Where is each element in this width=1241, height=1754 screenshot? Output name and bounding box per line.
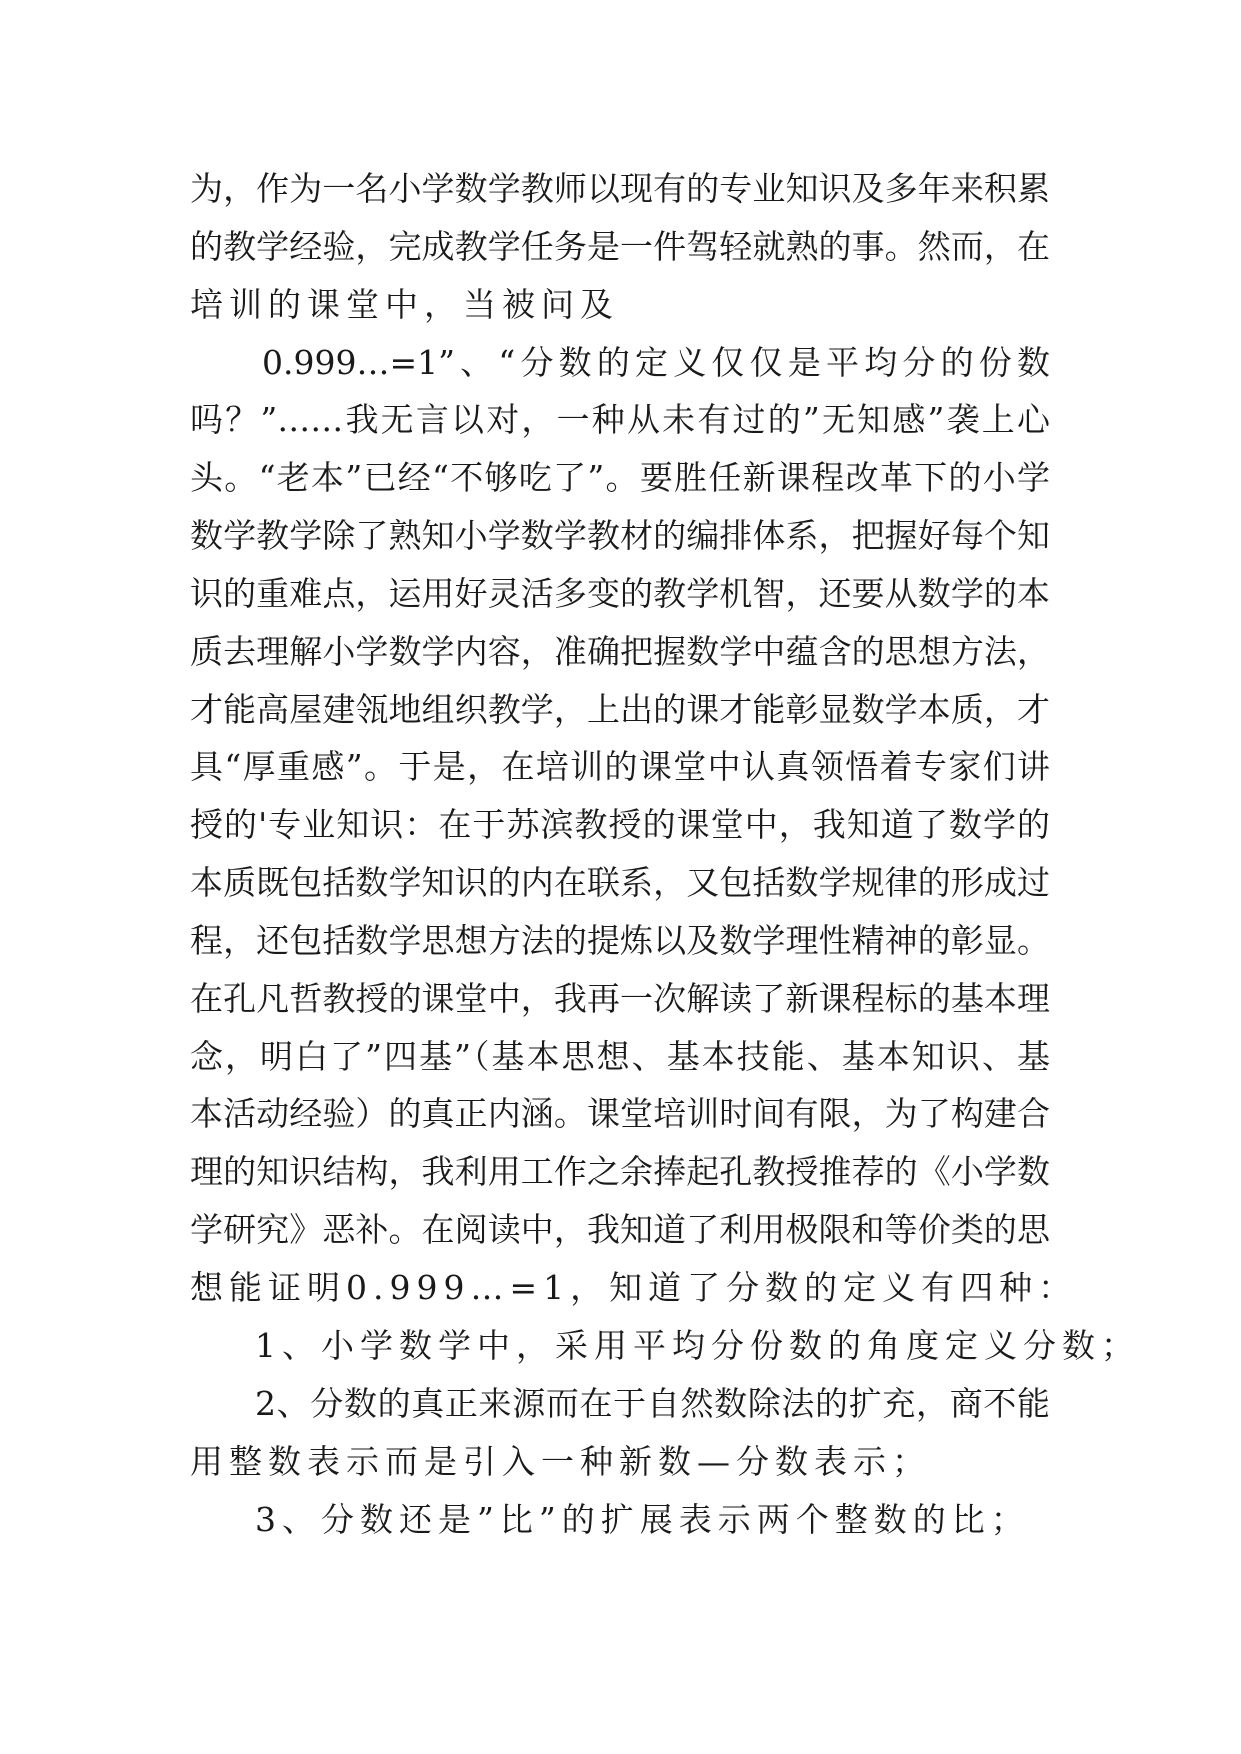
- text-line-1: 为，作为一名小学数学教师以现有的专业知识及多年来积累: [190, 169, 1050, 208]
- list-item-3: 3、分数还是”比”的扩展表示两个整数的比；: [255, 1500, 1030, 1539]
- text-line-17: 本活动经验）的真正内涵。课堂培训时间有限，为了构建合: [190, 1094, 1050, 1133]
- text-line-4: 0.999…=1”、“分数的定义仅仅是平均分的份数: [262, 343, 1050, 382]
- text-line-13: 本质既包括数学知识的内在联系，又包括数学规律的形成过: [190, 863, 1050, 902]
- text-line-12: 授的'专业知识：在于苏滨教授的课堂中，我知道了数学的: [190, 805, 1050, 844]
- text-line-8: 识的重难点，运用好灵活多变的教学机智，还要从数学的本: [190, 574, 1050, 613]
- text-line-5: 吗？”……我无言以对，一种从未有过的”无知感”袭上心: [190, 400, 1050, 439]
- text-line-6: 头。“老本”已经“不够吃了”。要胜任新课程改革下的小学: [190, 458, 1050, 497]
- text-line-14: 程，还包括数学思想方法的提炼以及数学理性精神的彰显。: [190, 921, 1050, 960]
- text-line-16: 念，明白了”四基”（基本思想、基本技能、基本知识、基: [190, 1037, 1050, 1076]
- text-line-2: 的教学经验，完成教学任务是一件驾轻就熟的事。然而，在: [190, 227, 1050, 266]
- text-line-19: 学研究》恶补。在阅读中，我知道了利用极限和等价类的思: [190, 1210, 1050, 1249]
- list-item-2: 2、分数的真正来源而在于自然数除法的扩充，商不能: [255, 1384, 1050, 1423]
- text-line-15: 在孔凡哲教授的课堂中，我再一次解读了新课程标的基本理: [190, 979, 1050, 1018]
- text-line-3: 培训的课堂中，当被问及: [190, 285, 619, 324]
- text-line-11: 具“厚重感”。于是，在培训的课堂中认真领悟着专家们讲: [190, 747, 1050, 786]
- list-item-1: 1、小学数学中，采用平均分份数的角度定义分数；: [255, 1326, 1140, 1365]
- text-line-9: 质去理解小学数学内容，准确把握数学中蕴含的思想方法，: [190, 632, 1050, 671]
- text-line-10: 才能高屋建瓴地组织教学，上出的课才能彰显数学本质，才: [190, 690, 1050, 729]
- text-line-18: 理的知识结构，我利用工作之余捧起孔教授推荐的《小学数: [190, 1152, 1050, 1191]
- text-line-20: 想能证明0.999…=1，知道了分数的定义有四种：: [190, 1268, 1078, 1307]
- list-item-2-continuation: 用整数表示而是引入一种新数—分数表示；: [190, 1442, 931, 1481]
- text-line-7: 数学教学除了熟知小学数学教材的编排体系，把握好每个知: [190, 516, 1050, 555]
